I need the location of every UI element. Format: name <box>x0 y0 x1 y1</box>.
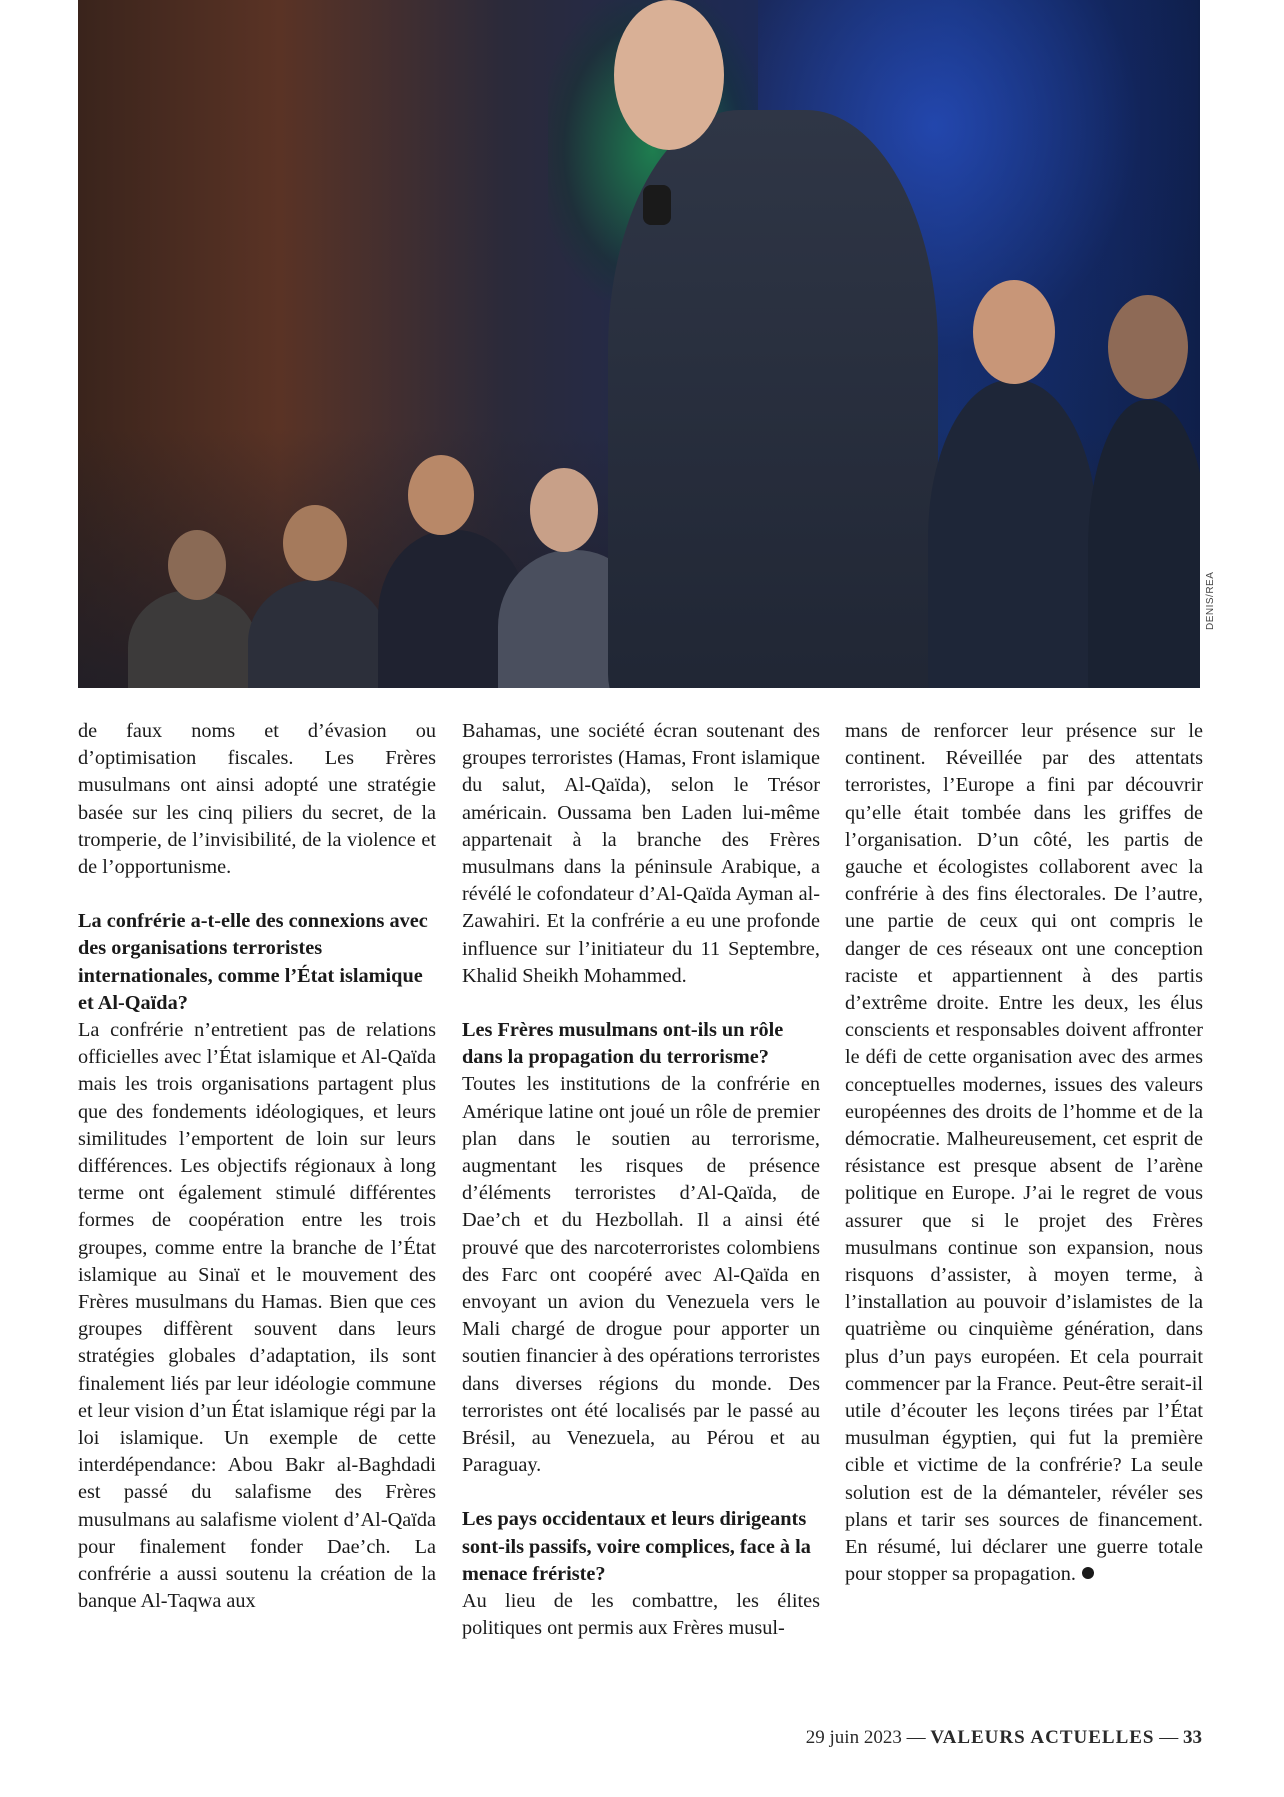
end-of-article-bullet-icon <box>1082 1567 1094 1579</box>
person-bg-2-head <box>283 505 347 581</box>
text-column-1 <box>78 718 436 1616</box>
interview-question: La confrérie a-t-elle des connexions avec des organisations terroristes internationales, comme l’État islamique et Al-Qaïda? <box>78 910 428 1014</box>
person-bg-5-head <box>973 280 1055 384</box>
photo-credit: DENIS/REA <box>1205 571 1216 630</box>
issue-date: 29 juin 2023 <box>805 1727 902 1748</box>
speaker-head <box>614 0 724 150</box>
interview-question: Les Frères musulmans ont-ils un rôle dans la propagation du terrorisme? <box>462 1019 784 1069</box>
person-bg-3-head <box>408 455 474 535</box>
interview-question: Les pays occidentaux et leurs dirigeants sont-ils passifs, voire complices, face à la menace frériste? <box>462 1508 811 1585</box>
publication-name: VALEURS ACTUELLES <box>930 1727 1155 1748</box>
text-column-3 <box>845 718 1203 1589</box>
person-bg-6 <box>1088 400 1200 688</box>
paragraph: de faux noms et d’évasion ou d’optimisation fiscales. Les Frères musulmans ont ainsi adopté une stratégie basée sur les cinq piliers du secret, de la tromperie, de l’invisibilité, de la violence et de l’opportunisme. <box>78 720 436 879</box>
paragraph: Toutes les institutions de la confrérie en Amérique latine ont joué un rôle de premier plan dans le soutien au terrorisme, augmentant les risques de présence d’éléments terroristes d’Al-Qaïda, de Dae’ch et du Hezbollah. Il a ainsi été prouvé que des narcoterroristes colombiens des Farc ont coopéré avec Al-Qaïda en envoyant un avion du Venezuela vers le Mali chargé de drogue pour apporter un soutien financier à des opérations terroristes dans diverses régions du monde. Des terroristes ont été localisés par le passé au Brésil, au Venezuela, au Pérou et au Paraguay. <box>462 1073 820 1477</box>
microphone <box>643 185 671 225</box>
text-column-2 <box>462 718 820 1643</box>
page-number: 33 <box>1183 1727 1202 1748</box>
article-photo <box>78 0 1200 688</box>
person-bg-4-head <box>530 468 598 552</box>
paragraph-text: mans de renforcer leur présence sur le continent. Réveillée par des attentats terroristes, l’Europe a fini par découvrir qu’elle était tombée dans les griffes de l’organisation. D’un côté, les partis de gauche et écologistes collaborent avec la confrérie à des fins électorales. De l’autre, une partie de ceux qui ont compris le danger de ces réseaux ont une conception raciste et appartiennent à des partis d’extrême droite. Entre les deux, les élus conscients et responsables doivent affronter le défi de cette organisation avec des armes conceptuelles modernes, issues des valeurs européennes des droits de l’homme et de la démocratie. Malheureusement, cet esprit de résistance est presque absent de l’arène politique en Europe. J’ai le regret de vous assurer que si le projet des Frères musulmans continue son expansion, nous risquons d’assister, à moyen terme, à l’installation au pouvoir d’islamistes de la quatrième ou cinquième génération, dans plus d’un pays européen. Et cela pourrait commencer par la France. Peut-être serait-il utile d’écouter les leçons tirées par l’État musulman égyptien, qui fut la première cible et victime de la confrérie? La seule solution est de la démanteler, révéler ses plans et tarir ses sources de financement. En résumé, lui déclarer une guerre totale pour stopper sa propagation. <box>845 720 1203 1586</box>
paragraph: La confrérie n’entretient pas de relations officielles avec l’État islamique et Al-Qaïda mais les trois organisations partagent plus que des fondements idéologiques, et leurs similitudes l’emportent de loin sur leurs différences. Les objectifs régionaux à long terme ont également stimulé différentes formes de coopération entre les trois groupes, comme entre la branche de l’État islamique au Sinaï et le mouvement des Frères musulmans du Hamas. Bien que ces groupes diffèrent souvent dans leurs stratégies globales d’adaptation, ils sont finalement liés par leur idéologie commune et leur vision d’un État islamique régi par la loi islamique. Un exemple de cette interdépendance: Abou Bakr al-Baghdadi est passé du salafisme des Frères musulmans au salafisme violent d’Al-Qaïda pour finalement fonder Dae’ch. La confrérie a aussi soutenu la création de la banque Al-Taqwa aux <box>78 1019 436 1613</box>
paragraph: Au lieu de les combattre, les élites politiques ont permis aux Frères musul- <box>462 1590 820 1640</box>
page-footer <box>806 1727 1202 1749</box>
paragraph: Bahamas, une société écran soutenant des groupes terroristes (Hamas, Front islamique du salut, Al-Qaïda), selon le Trésor américain. Oussama ben Laden lui-même appartenait à la branche des Frères musulmans dans la péninsule Arabique, a révélé le cofondateur d’Al-Qaïda Ayman al-Zawahiri. Et la confrérie a eu une profonde influence sur l’initiateur du 11 Septembre, Khalid Sheikh Mohammed. <box>462 720 820 987</box>
person-bg-1-head <box>168 530 226 600</box>
person-bg-2 <box>248 580 388 688</box>
person-bg-5 <box>928 380 1098 688</box>
person-bg-6-head <box>1108 295 1188 399</box>
separator: — <box>906 1727 926 1748</box>
paragraph-final <box>845 718 1203 1589</box>
separator: — <box>1159 1727 1179 1748</box>
